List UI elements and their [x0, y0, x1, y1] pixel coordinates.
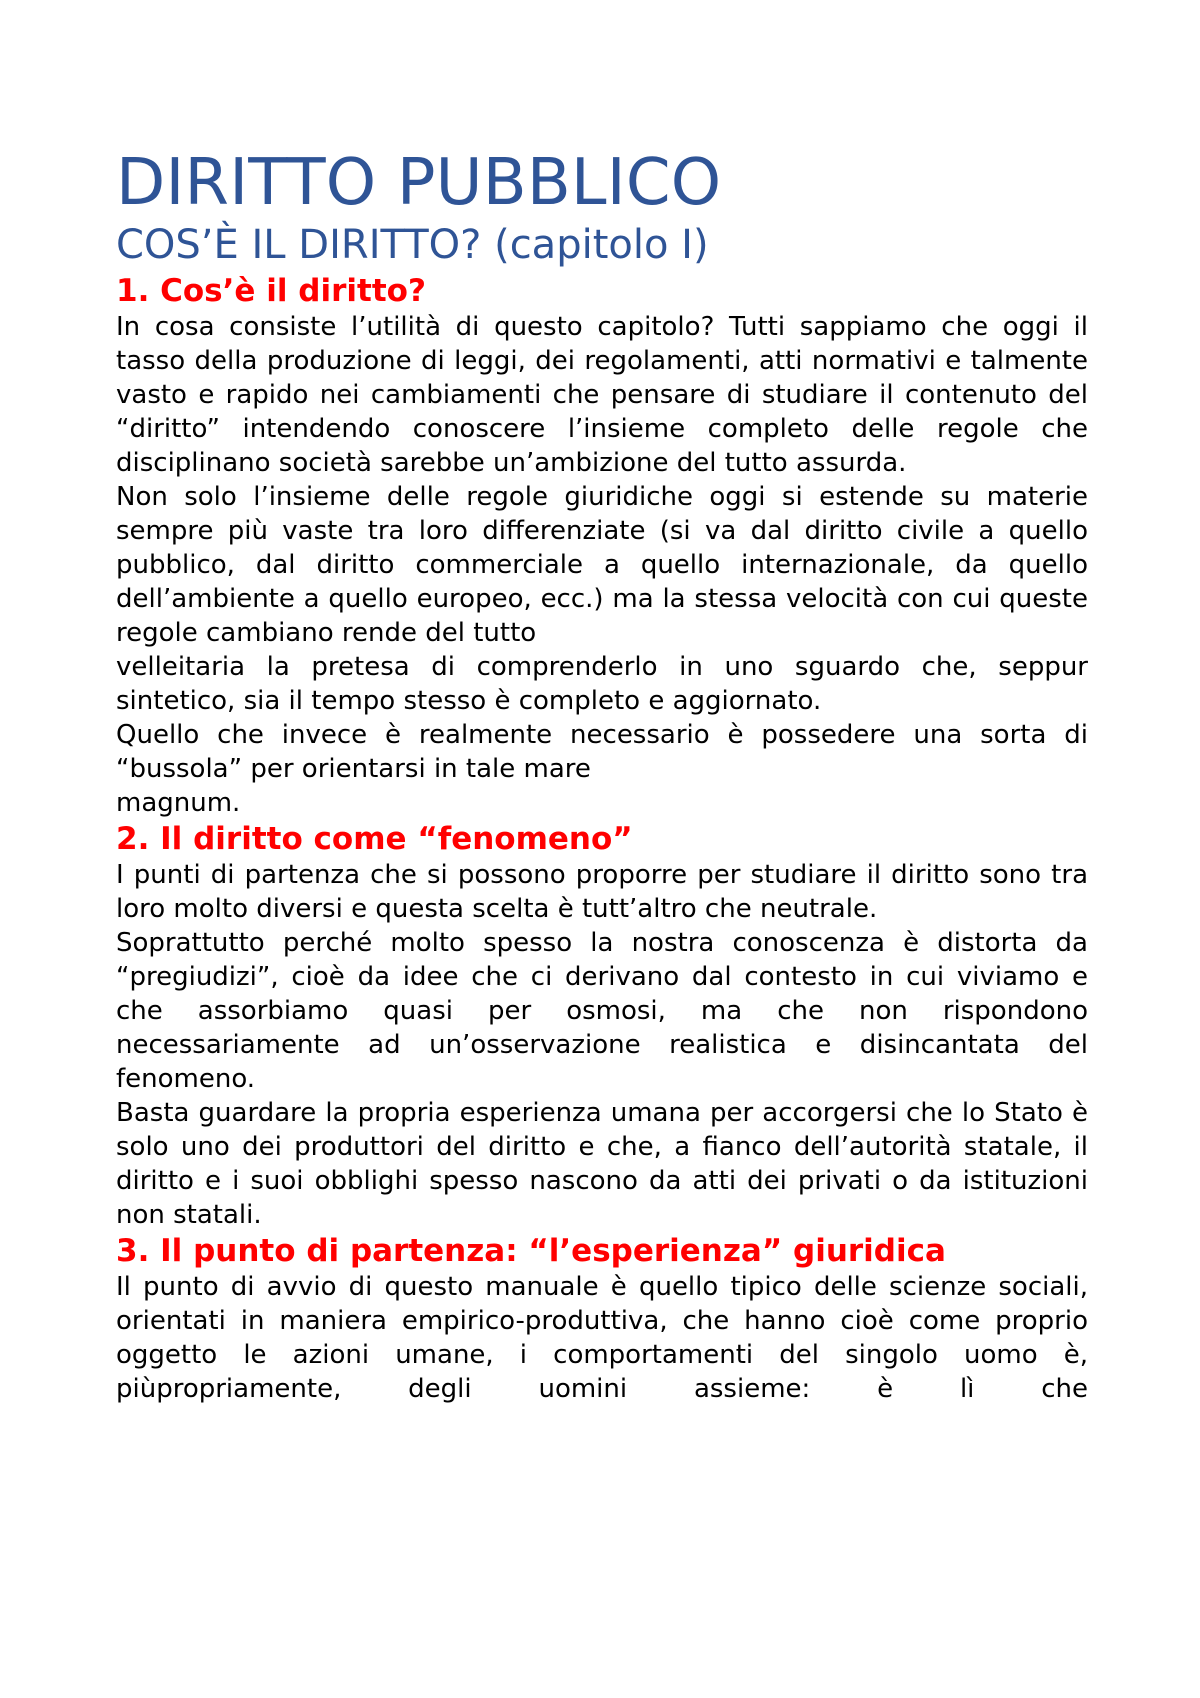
section-heading: 3. Il punto di partenza: “l’esperienza” giuridica — [116, 1233, 946, 1269]
paragraph: Soprattutto perché molto spesso la nostra conoscenza è distorta da “pregiudizi”, cioè da idee che ci derivano dal contesto in cui viviamo e che assorbiamo quasi per osmosi, ma che non rispondono necessariamente ad un’osservazione realistica e disincantata del fenomeno. — [116, 928, 1088, 1094]
paragraph: Basta guardare la propria esperienza umana per accorgersi che lo Stato è solo uno dei produttori del diritto e che, a fianco dell’autorità statale, il diritto e i suoi obblighi spesso nascono da atti dei privati o da istituzioni non statali. — [116, 1098, 1088, 1230]
section-heading: 2. Il diritto come “fenomeno” — [116, 821, 633, 857]
section-2 — [116, 820, 1088, 1232]
document-title: DIRITTO PUBBLICO — [116, 146, 722, 220]
paragraph: magnum. — [116, 788, 241, 818]
section-1 — [116, 272, 1088, 820]
paragraph: Non solo l’insieme delle regole giuridiche oggi si estende su materie sempre più vaste tra loro differenziate (si va dal diritto civile a quello pubblico, dal diritto commerciale a quello internazionale, da quello dell’ambiente a quello europeo, ecc.) ma la stessa velocità con cui queste regole cambiano rende del tutto — [116, 482, 1088, 648]
document-subtitle: COS’È IL DIRITTO? (capitolo I) — [116, 222, 709, 268]
paragraph: Quello che invece è realmente necessario è possedere una sorta di “bussola” per orientarsi in tale mare — [116, 720, 1088, 784]
paragraph: I punti di partenza che si possono proporre per studiare il diritto sono tra loro molto diversi e questa scelta è tutt’altro che neutrale. — [116, 860, 1088, 924]
document-page — [116, 148, 1088, 1406]
section-heading: 1. Cos’è il diritto? — [116, 273, 426, 309]
section-3 — [116, 1232, 1088, 1406]
paragraph: Il punto di avvio di questo manuale è quello tipico delle scienze sociali, orientati in maniera empirico-produttiva, che hanno cioè come proprio oggetto le azioni umane, i comportamenti del singolo uomo è, piùpropriamente, degli uomini assieme: è lì che — [116, 1272, 1088, 1404]
paragraph: In cosa consiste l’utilità di questo capitolo? Tutti sappiamo che oggi il tasso della produzione di leggi, dei regolamenti, atti normativi e talmente vasto e rapido nei cambiamenti che pensare di studiare il contenuto del “diritto” intendendo conoscere l’insieme completo delle regole che disciplinano società sarebbe un’ambizione del tutto assurda. — [116, 312, 1088, 478]
paragraph: velleitaria la pretesa di comprenderlo in uno sguardo che, seppur sintetico, sia il tempo stesso è completo e aggiornato. — [116, 652, 1088, 716]
